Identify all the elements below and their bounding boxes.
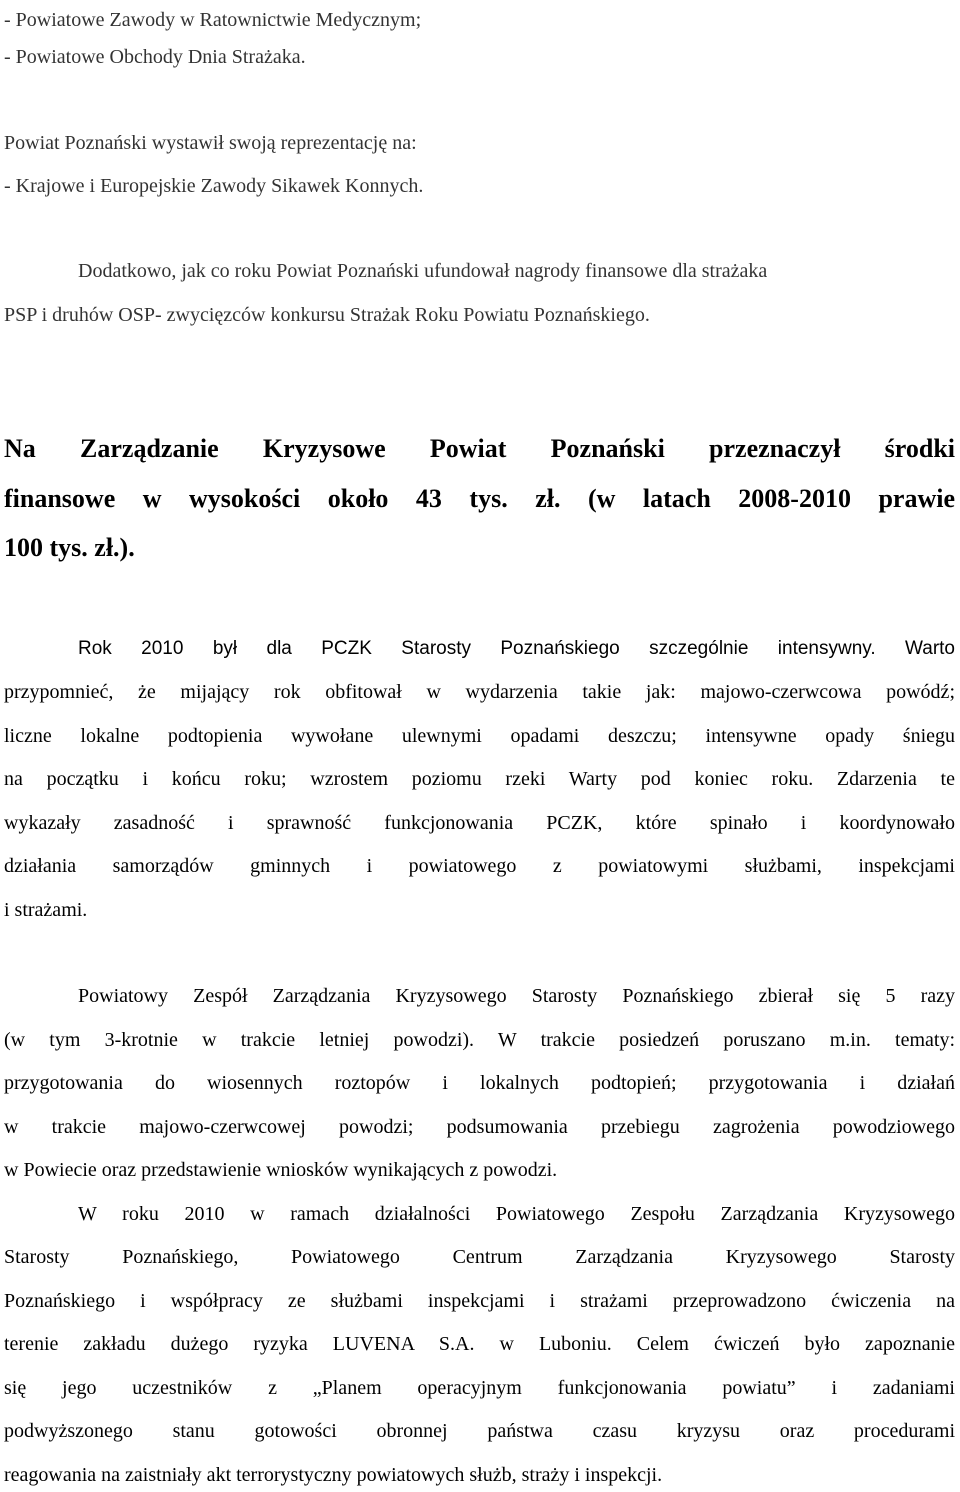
bold-paragraph-line: finansowe w wysokości około 43 tys. zł. (w latach 2008-2010 prawie xyxy=(4,484,955,513)
paragraph-line: na początku i końcu roku; wzrostem poziomu rzeki Warty pod koniec roku. Zdarzenia te xyxy=(4,768,955,790)
paragraph-line: w trakcie majowo-czerwcowej powodzi; podsumowania przebiegu zagrożenia powodziowego xyxy=(4,1116,955,1138)
paragraph-line: Rok 2010 był dla PCZK Starosty Poznańskiego szczególnie intensywny. Warto xyxy=(78,638,955,659)
paragraph-line: i strażami. xyxy=(4,899,88,921)
paragraph-line: się jego uczestników z „Planem operacyjnym funkcjonowania powiatu” i zadaniami xyxy=(4,1377,955,1399)
list-item: - Powiatowe Zawody w Ratownictwie Medycznym; xyxy=(4,9,422,31)
paragraph-line: Powiatowy Zespół Zarządzania Kryzysowego Starosty Poznańskiego zbierał się 5 razy xyxy=(78,985,955,1007)
paragraph-line: PSP i druhów OSP- zwycięzców konkursu Strażak Roku Powiatu Poznańskiego. xyxy=(4,304,650,326)
paragraph-line: liczne lokalne podtopienia wywołane ulewnymi opadami deszczu; intensywne opady śniegu xyxy=(4,725,955,747)
list-item: - Krajowe i Europejskie Zawody Sikawek Konnych. xyxy=(4,175,424,197)
paragraph-line: przypomnieć, że mijający rok obfitował w wydarzenia takie jak: majowo-czerwcowa powódź; xyxy=(4,681,955,703)
paragraph-line: podwyższonego stanu gotowości obronnej państwa czasu kryzysu oraz procedurami xyxy=(4,1420,955,1442)
paragraph-line: reagowania na zaistniały akt terrorystyczny powiatowych służb, straży i inspekcji. xyxy=(4,1464,663,1486)
paragraph-intro: Powiat Poznański wystawił swoją reprezentację na: xyxy=(4,132,417,154)
paragraph-line: terenie zakładu dużego ryzyka LUVENA S.A. w Luboniu. Celem ćwiczeń było zapoznanie xyxy=(4,1333,955,1355)
paragraph-line: w Powiecie oraz przedstawienie wniosków wynikających z powodzi. xyxy=(4,1159,558,1181)
paragraph-line: wykazały zasadność i sprawność funkcjonowania PCZK, które spinało i koordynowało xyxy=(4,812,955,834)
paragraph-line: W roku 2010 w ramach działalności Powiatowego Zespołu Zarządzania Kryzysowego xyxy=(78,1203,955,1225)
paragraph-line: przygotowania do wiosennych roztopów i lokalnych podtopień; przygotowania i działań xyxy=(4,1072,955,1094)
paragraph-line: działania samorządów gminnych i powiatowego z powiatowymi służbami, inspekcjami xyxy=(4,855,955,877)
bold-paragraph-line: Na Zarządzanie Kryzysowe Powiat Poznański przeznaczył środki xyxy=(4,434,955,463)
paragraph-line: (w tym 3-krotnie w trakcie letniej powodzi). W trakcie posiedzeń poruszano m.in. tematy: xyxy=(4,1029,955,1051)
paragraph-line: Starosty Poznańskiego, Powiatowego Centrum Zarządzania Kryzysowego Starosty xyxy=(4,1246,955,1268)
paragraph-line: Poznańskiego i współpracy ze służbami inspekcjami i strażami przeprowadzono ćwiczenia na xyxy=(4,1290,955,1312)
paragraph-line: Dodatkowo, jak co roku Powiat Poznański ufundował nagrody finansowe dla strażaka xyxy=(78,260,768,282)
bold-paragraph-line: 100 tys. zł.). xyxy=(4,533,135,562)
list-item: - Powiatowe Obchody Dnia Strażaka. xyxy=(4,46,306,68)
